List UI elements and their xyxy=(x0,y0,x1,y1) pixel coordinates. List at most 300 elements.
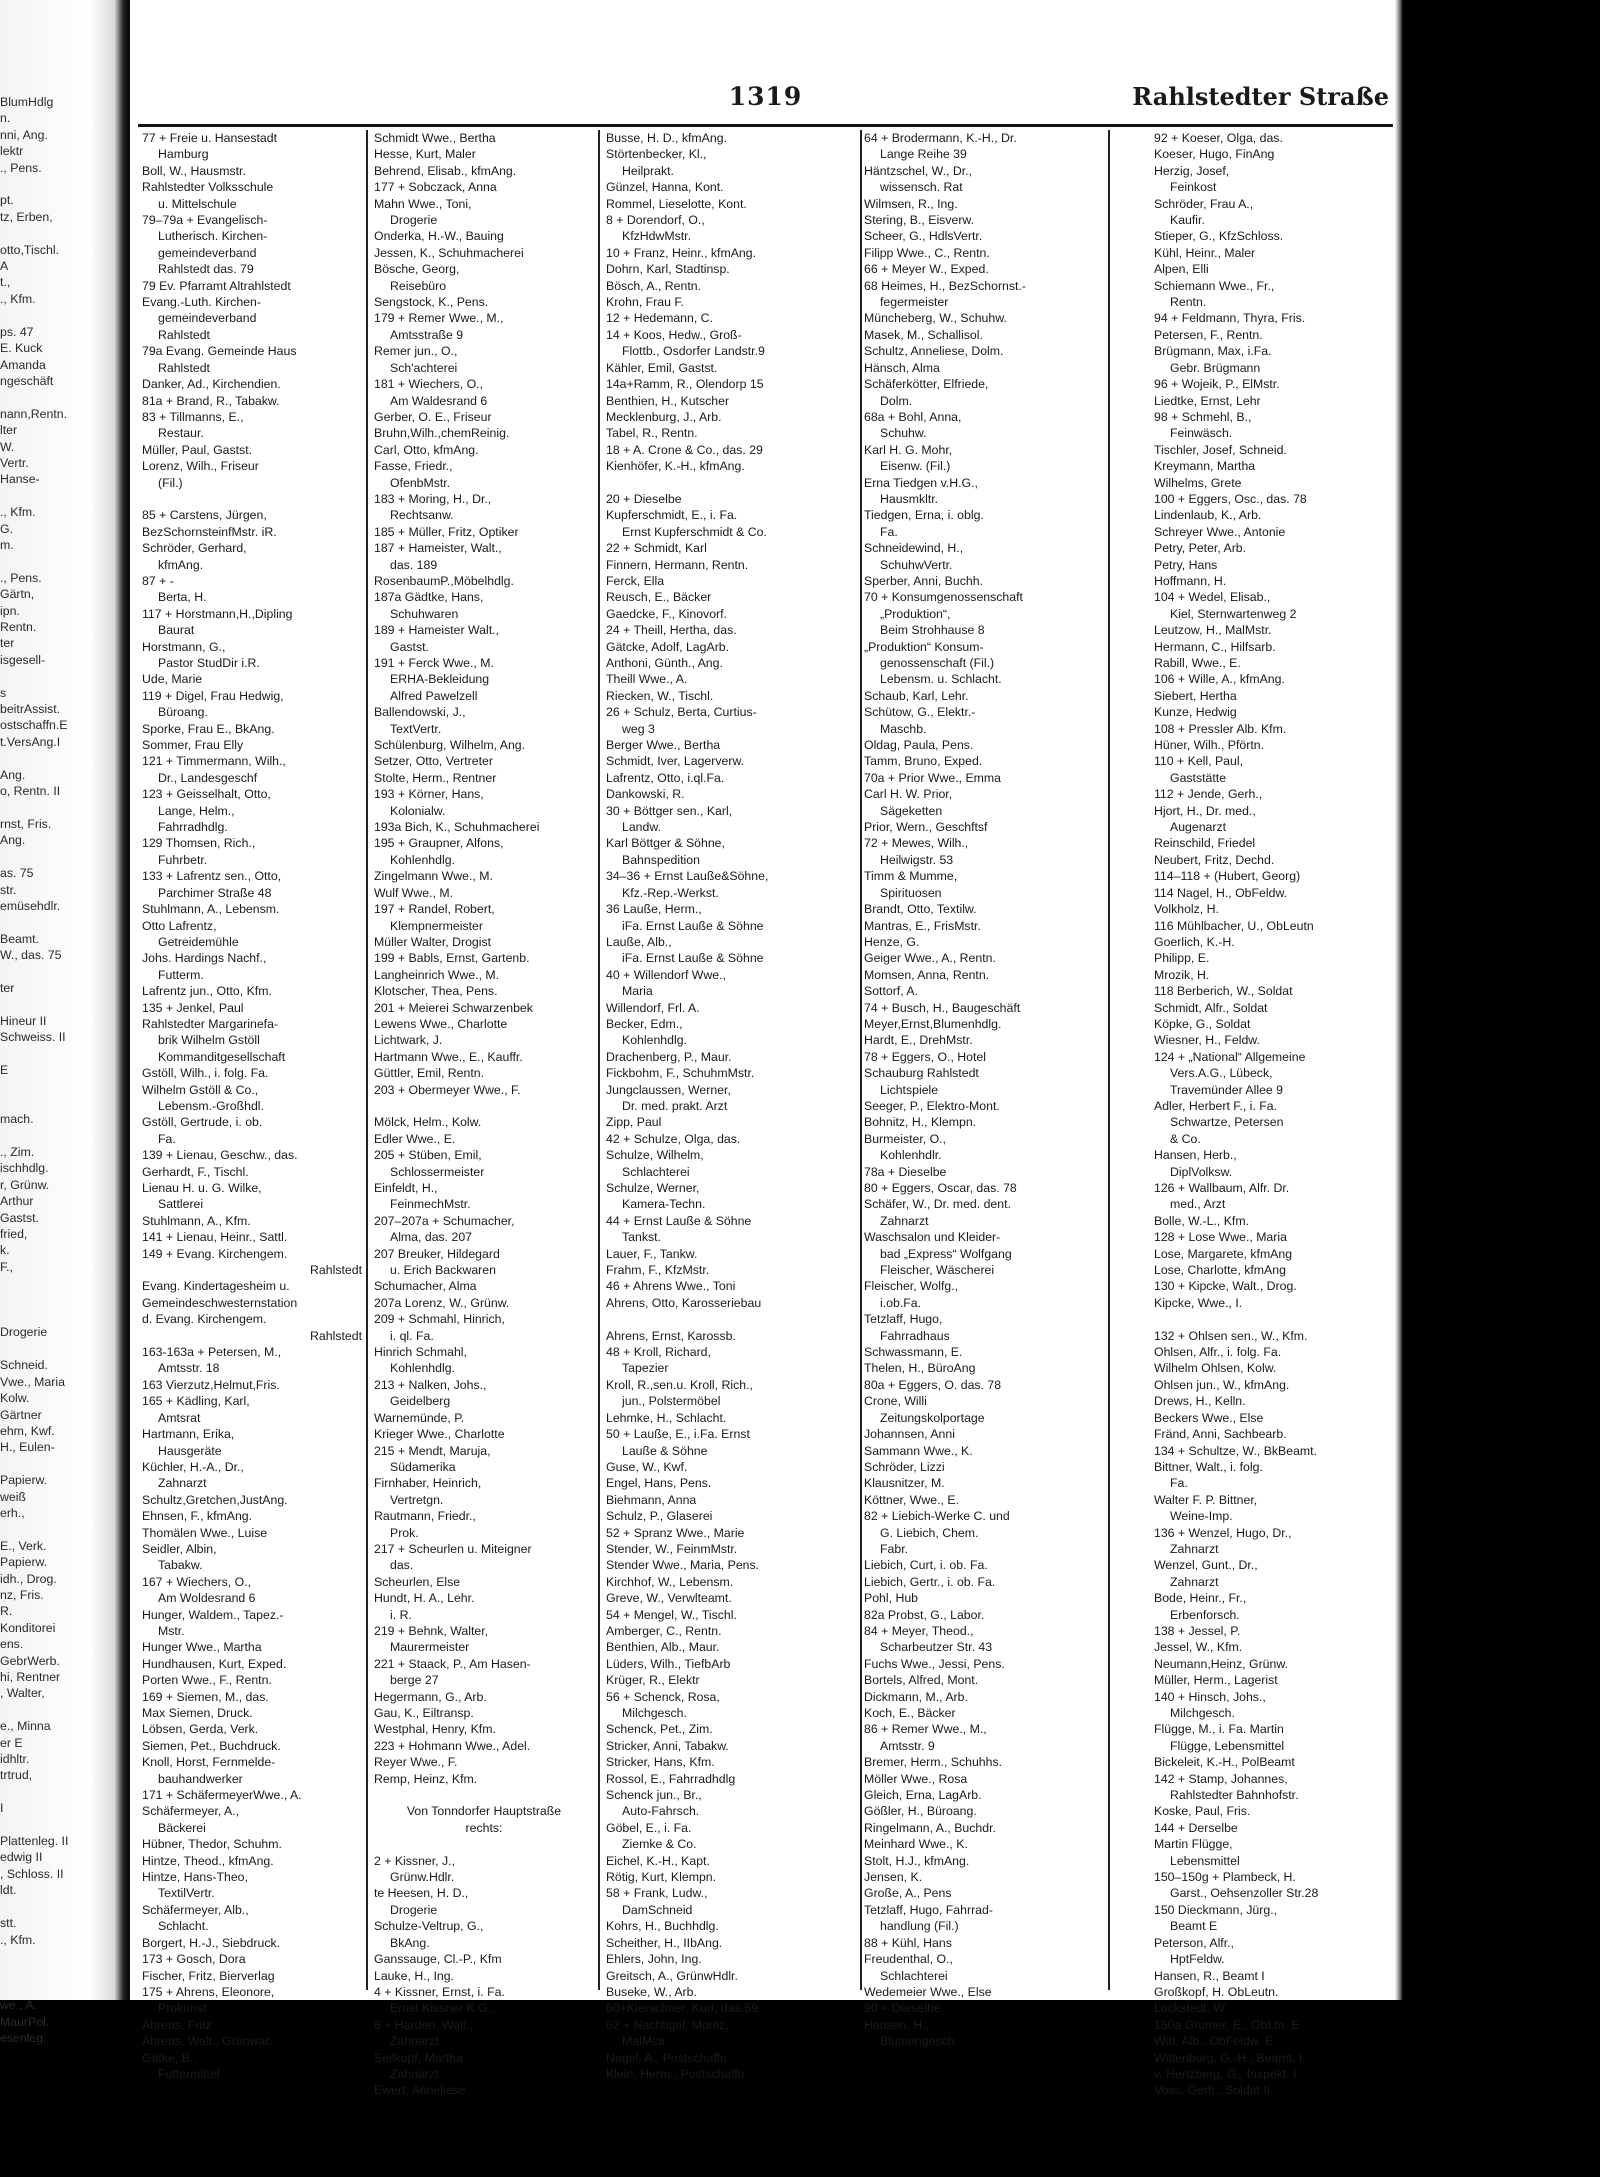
directory-entry: BezSchornsteinfMstr. iR. xyxy=(142,524,277,539)
directory-entry: Dr. med. prakt. Arzt xyxy=(622,1098,728,1113)
page-header xyxy=(138,82,1393,116)
left-page-fragment: lter xyxy=(0,423,18,438)
directory-entry: Gößler, H., Büroang. xyxy=(864,1804,977,1819)
directory-entry: Schmidt, Iver, Lagerverw. xyxy=(606,754,745,769)
directory-entry: Johannsen, Anni xyxy=(864,1427,955,1442)
left-page-fragment: ens. xyxy=(0,1637,24,1652)
directory-entry: Am Waldesrand 6 xyxy=(390,393,488,408)
directory-entry: Zahnarzt xyxy=(880,1213,929,1228)
left-page-fragment xyxy=(0,1964,120,1980)
directory-entry: Gerhardt, F., Tischl. xyxy=(142,1164,249,1179)
directory-entry: 199 + Babls, Ernst, Gartenb. xyxy=(374,951,530,966)
directory-entry: Fuchs Wwe., Jessi, Pens. xyxy=(864,1656,1005,1671)
directory-entry: 88 + Kühl, Hans xyxy=(864,1935,952,1950)
left-page-fragment: nann,Rentn. xyxy=(0,406,68,421)
directory-entry: Pohl, Hub xyxy=(864,1591,919,1606)
left-page-fragment: isgesell- xyxy=(0,652,46,667)
directory-entry: Eisenw. (Fil.) xyxy=(880,459,951,474)
directory-entry: 142 + Stamp, Johannes, xyxy=(1154,1771,1288,1786)
directory-entry: Hjort, H., Dr. med., xyxy=(1154,803,1256,818)
directory-entry: Wilhelm Gstöll & Co., xyxy=(142,1082,259,1097)
directory-entry: Futterm. xyxy=(158,967,204,982)
directory-entry: Scharbeutzer Str. 43 xyxy=(880,1640,993,1655)
directory-entry: Schlossermeister xyxy=(390,1164,485,1179)
directory-entry: OfenbMstr. xyxy=(390,475,451,490)
directory-entry: 189 + Hameister Walt., xyxy=(374,623,499,638)
directory-entry: Porten Wwe., F., Rentn. xyxy=(142,1673,272,1688)
directory-entry: Bösche, Georg, xyxy=(374,262,460,277)
left-page-fragment: edwig II xyxy=(0,1850,43,1865)
directory-entry: Gaststätte xyxy=(1170,770,1227,785)
directory-entry: Schmidt, Alfr., Soldat xyxy=(1154,1000,1268,1015)
directory-entry: 114–118 + (Hubert, Georg) xyxy=(1154,869,1301,884)
directory-entry: 187 + Hameister, Walt., xyxy=(374,541,502,556)
left-page-fragment: Papierw. xyxy=(0,1555,48,1570)
left-page-fragment: Rentn. xyxy=(0,620,37,634)
directory-entry: BkAng. xyxy=(390,1935,430,1950)
directory-entry: jun., Polstermöbel xyxy=(622,1394,721,1409)
directory-entry: Finnern, Hermann, Rentn. xyxy=(606,557,749,572)
directory-entry: Rabill, Wwe., E. xyxy=(1154,656,1241,670)
directory-entry: 85 + Carstens, Jürgen, xyxy=(142,508,267,523)
directory-entry: Prior, Wern., Geschftsf xyxy=(864,820,988,835)
directory-entry: Adler, Herbert F., i. Fa. xyxy=(1154,1098,1278,1113)
directory-entry: Fasse, Friedr., xyxy=(374,459,453,474)
left-page-fragment: r, Grünw. xyxy=(0,1177,50,1192)
header-rule xyxy=(138,124,1393,127)
left-page-fragment: ., Kfm. xyxy=(0,1932,36,1947)
directory-entry: Baurat xyxy=(158,623,195,638)
directory-entry: Burmeister, O., xyxy=(864,1131,947,1146)
directory-entry: Wenzel, Gunt., Dr., xyxy=(1154,1558,1258,1573)
directory-entry: Kohlenhdlg. xyxy=(622,1033,687,1048)
directory-entry: Zahnarzt xyxy=(158,1476,207,1491)
left-page-fragment: Plattenleg. II xyxy=(0,1834,69,1849)
left-page-fragment: A xyxy=(0,259,9,274)
directory-entry: 66 + Meyer W., Exped. xyxy=(864,262,989,277)
directory-entry: Stuhlmann, A., Lebensm. xyxy=(142,902,280,917)
directory-entry: Kohrs, H., Buchhdlg. xyxy=(606,1919,719,1934)
directory-entry: weg 3 xyxy=(622,721,655,736)
directory-entry: Maschb. xyxy=(880,721,927,736)
left-page-fragment: pt. xyxy=(0,193,14,208)
directory-entry: 163 Vierzutz,Helmut,Fris. xyxy=(142,1377,280,1392)
directory-entry: Kreymann, Martha xyxy=(1154,459,1256,474)
directory-entry: brik Wilhelm Gstöll xyxy=(158,1033,260,1048)
directory-entry: Bahnspedition xyxy=(622,852,700,867)
directory-entry: 169 + Siemen, M., das. xyxy=(142,1689,269,1704)
left-page-fragment: Vertr. xyxy=(0,455,29,470)
directory-entry: 165 + Kädling, Karl, xyxy=(142,1394,250,1409)
directory-entry: Kirchhof, W., Lebensm. xyxy=(606,1574,734,1589)
directory-entry: 134 + Schultze, W., BkBeamt. xyxy=(1154,1443,1318,1458)
directory-entry: Maurermeister xyxy=(390,1640,470,1655)
directory-entry: Feinwäsch. xyxy=(1170,426,1233,441)
directory-entry: Ehnsen, F., kfmAng. xyxy=(142,1509,253,1524)
left-page-fragment: ., Kfm. xyxy=(0,505,36,520)
directory-entry: 163-163a + Petersen, M., xyxy=(142,1345,282,1360)
directory-entry: Löbsen, Gerda, Verk. xyxy=(142,1722,259,1737)
directory-entry: 79–79a + Evangelisch- xyxy=(142,213,268,228)
directory-entry: Erbenforsch. xyxy=(1170,1607,1240,1622)
directory-entry: Edler Wwe., E. xyxy=(374,1131,456,1146)
directory-page xyxy=(138,70,1393,2098)
directory-entry: Drogerie xyxy=(390,1902,438,1917)
directory-entry: te Heesen, H. D., xyxy=(374,1886,469,1901)
directory-column-5 xyxy=(1154,130,1390,2099)
directory-entry: Geidelberg xyxy=(390,1394,451,1409)
directory-entry: Schulze, Wilhelm, xyxy=(606,1148,704,1163)
directory-entry: Thomälen Wwe., Luise xyxy=(142,1525,268,1540)
directory-entry: 106 + Wille, A., kfmAng. xyxy=(1154,672,1285,687)
directory-entry: 179 + Remer Wwe., M., xyxy=(374,311,504,326)
directory-entry: Reisebüro xyxy=(390,278,447,293)
directory-entry: Stolte, Herm., Rentner xyxy=(374,770,497,785)
directory-entry: 83 + Tillmanns, E., xyxy=(142,409,244,424)
left-page-fragment: Gärtn, xyxy=(0,587,35,602)
directory-entry: Kohlenhdlg. xyxy=(390,852,455,867)
directory-entry: Kommanditgesellschaft xyxy=(158,1049,286,1064)
directory-entry: Ohlsen, Alfr., i. folg. Fa. xyxy=(1154,1345,1282,1360)
directory-entry: Busse, H. D., kfmAng. xyxy=(606,131,727,145)
directory-entry: Petry, Peter, Arb. xyxy=(1154,541,1247,556)
directory-entry: Bode, Heinr., Fr., xyxy=(1154,1591,1247,1606)
left-page-fragment: MaurPol. xyxy=(0,2014,50,2029)
directory-entry: wissensch. Rat xyxy=(880,180,963,195)
directory-entry: 203 + Obermeyer Wwe., F. xyxy=(374,1082,521,1097)
directory-entry: Lindenlaub, K., Arb. xyxy=(1154,508,1262,523)
directory-entry: Schwartze, Petersen xyxy=(1170,1115,1284,1130)
directory-entry: Hansen, Herb., xyxy=(1154,1148,1237,1163)
directory-entry: 149 + Evang. Kirchengem. xyxy=(142,1246,288,1261)
directory-entry: 123 + Geisselhalt, Otto, xyxy=(142,787,271,802)
directory-entry: Bittner, Walt., i. folg. xyxy=(1154,1459,1263,1474)
directory-entry: 78 + Eggers, O., Hotel xyxy=(864,1049,987,1064)
directory-entry: 79a Evang. Gemeinde Haus xyxy=(142,344,297,359)
directory-entry: Stieper, G., KfzSchloss. xyxy=(1154,229,1284,244)
directory-entry: 175 + Ahrens, Eleonore, xyxy=(142,1984,275,1999)
directory-entry: Amtsstr. 18 xyxy=(158,1361,220,1376)
directory-entry: Koske, Paul, Fris. xyxy=(1154,1804,1251,1819)
directory-entry: 4 + Kissner, Ernst, i. Fa. xyxy=(374,1984,505,1999)
directory-entry: 84 + Meyer, Theod., xyxy=(864,1623,974,1638)
directory-entry xyxy=(142,491,362,507)
directory-entry: Schneidewind, H., xyxy=(864,541,964,556)
directory-entry: Schäfermeyer, Alb., xyxy=(142,1902,249,1917)
section-heading: Von Tonndorfer Hauptstraße xyxy=(406,1804,562,1819)
directory-entry: Augenarzt xyxy=(1170,820,1227,835)
directory-entry: Ganssauge, Cl.-P., Kfm xyxy=(374,1952,502,1967)
directory-entry: Ude, Marie xyxy=(142,672,203,687)
running-title: Rahlstedter Straße xyxy=(1132,82,1389,111)
directory-entry: Westphal, Henry, Kfm. xyxy=(374,1722,496,1737)
directory-entry: Gätke, B., xyxy=(142,2050,197,2065)
directory-entry: Schäfer, W., Dr. med. dent. xyxy=(864,1197,1011,1212)
directory-entry: Theill Wwe., A. xyxy=(606,672,688,687)
directory-entry: Kamera-Techn. xyxy=(622,1197,706,1212)
directory-entry: Landw. xyxy=(622,820,661,835)
directory-entry: Guse, W., Kwf. xyxy=(606,1459,688,1474)
directory-entry: Fleischer, Wolfg., xyxy=(864,1279,959,1294)
directory-entry: 130 + Kipcke, Walt., Drog. xyxy=(1154,1279,1297,1294)
directory-entry: Vers.A.G., Lübeck, xyxy=(1170,1066,1273,1081)
left-page-fragment: W., das. 75 xyxy=(0,948,62,963)
left-page-fragment: k. xyxy=(0,1243,10,1258)
directory-entry: Lichtspiele xyxy=(880,1082,939,1097)
directory-entry: Schuhw. xyxy=(880,426,927,441)
directory-entry: Getreidemühle xyxy=(158,934,239,949)
directory-entry: Walter F. P. Bittner, xyxy=(1154,1492,1258,1507)
left-page-fragment: erh., xyxy=(0,1505,25,1520)
directory-entry: Klempnermeister xyxy=(390,918,483,933)
directory-entry: Carl, Otto, kfmAng. xyxy=(374,442,479,457)
directory-entry: Tetzlaff, Hugo, xyxy=(864,1312,943,1327)
directory-entry: Kohlenhdlg. xyxy=(390,1361,455,1376)
directory-entry: Hansen, H., xyxy=(864,2017,929,2032)
directory-entry: SchuhwVertr. xyxy=(880,557,953,572)
directory-entry: Ewert, Anneliese xyxy=(374,2083,466,2098)
directory-entry: kfmAng. xyxy=(158,557,204,572)
directory-entry: Willendorf, Frl. A. xyxy=(606,1000,700,1015)
directory-entry: Garst., Oehsenzoller Str.28 xyxy=(1170,1886,1319,1901)
directory-entry: Zingelmann Wwe., M. xyxy=(374,869,493,884)
directory-entry: Kipcke, Wwe., I. xyxy=(1154,1295,1243,1310)
directory-entry: Rahlstedt xyxy=(158,327,210,342)
directory-entry: Geiger Wwe., A., Rentn. xyxy=(864,951,996,966)
directory-entry: Hausgeräte xyxy=(158,1443,222,1458)
directory-entry: Schultz, Anneliese, Dolm. xyxy=(864,344,1004,359)
left-page-fragment: H., Eulen- xyxy=(0,1440,55,1455)
directory-entry: Schröder, Lizzi xyxy=(864,1459,945,1474)
directory-entry: 22 + Schmidt, Karl xyxy=(606,541,707,556)
directory-entry: 100 + Eggers, Osc., das. 78 xyxy=(1154,491,1307,506)
directory-entry: Schlachterei xyxy=(880,1968,948,1983)
directory-entry: Parchimer Straße 48 xyxy=(158,885,272,900)
directory-entry: Rahlstedter Margarinefa- xyxy=(142,1016,279,1031)
directory-entry: Hundhausen, Kurt, Exped. xyxy=(142,1656,287,1671)
directory-entry: Hintze, Theod., kfmAng. xyxy=(142,1853,274,1868)
directory-entry: Alfred Pawelzell xyxy=(390,688,478,703)
directory-entry: Wulf Wwe., M. xyxy=(374,885,454,900)
directory-entry xyxy=(374,1836,594,1852)
directory-entry: 74 + Busch, H., Baugeschäft xyxy=(864,1000,1021,1015)
left-page-fragment: n. xyxy=(0,111,11,126)
directory-entry: 181 + Wiechers, O., xyxy=(374,377,484,392)
directory-entry: Sägeketten xyxy=(880,803,943,818)
directory-entry: ERHA-Bekleidung xyxy=(390,672,490,687)
directory-entry: Tetzlaff, Hugo, Fahrrad- xyxy=(864,1902,993,1917)
directory-entry xyxy=(606,1311,826,1327)
directory-entry: Remp, Heinz, Kfm. xyxy=(374,1771,478,1786)
directory-entry: 207–207a + Schumacher, xyxy=(374,1213,515,1228)
directory-entry: Bösch, A., Rentn. xyxy=(606,278,702,293)
left-page-fragment xyxy=(0,1078,120,1094)
directory-entry: 173 + Gosch, Dora xyxy=(142,1952,246,1967)
directory-entry: Schlacht. xyxy=(158,1919,209,1934)
directory-entry: Lewens Wwe., Charlotte xyxy=(374,1016,508,1031)
directory-entry: 70 + Konsumgenossenschaft xyxy=(864,590,1023,605)
directory-entry: Schaub, Karl, Lehr. xyxy=(864,688,969,703)
left-page-fragment xyxy=(0,1702,120,1718)
directory-entry: Günzel, Hanna, Kont. xyxy=(606,180,724,195)
directory-entry: Bohnitz, H., Klempn. xyxy=(864,1115,977,1130)
directory-entry: Stering, B., Eisverw. xyxy=(864,213,975,228)
directory-entry: Feinkost xyxy=(1170,180,1217,195)
directory-entry: berge 27 xyxy=(390,1673,439,1688)
directory-entry: Fahrradhaus xyxy=(880,1328,950,1343)
directory-entry: Restaur. xyxy=(158,426,204,441)
directory-entry: 185 + Müller, Fritz, Optiker xyxy=(374,524,519,539)
directory-entry: Stuhlmann, A., Kfm. xyxy=(142,1213,251,1228)
directory-entry: Bruhn,Wilh.,chemReinig. xyxy=(374,426,510,441)
directory-entry: Alpen, Elli xyxy=(1154,262,1209,277)
directory-entry: „Produktion“ Konsum- xyxy=(864,639,984,654)
directory-entry: Fickbohm, F., SchuhmMstr. xyxy=(606,1066,755,1081)
directory-entry: Onderka, H.-W., Bauing xyxy=(374,229,504,244)
directory-entry: 141 + Lienau, Heinr., Sattl. xyxy=(142,1230,288,1245)
directory-entry: i. R. xyxy=(390,1607,412,1622)
directory-entry: Kroll, R.,sen.u. Kroll, Rich., xyxy=(606,1377,753,1392)
directory-entry: gemeindeverband xyxy=(158,311,257,326)
directory-entry: Blumengesch. xyxy=(880,2034,958,2049)
directory-entry: Müller, Paul, Gastst. xyxy=(142,442,253,457)
directory-entry: Hartmann Wwe., E., Kauffr. xyxy=(374,1049,523,1064)
directory-entry: Rossol, E., Fahrradhdlg xyxy=(606,1771,736,1786)
directory-entry: Oldag, Paula, Pens. xyxy=(864,738,974,753)
directory-entry: Lorenz, Wilh., Friseur xyxy=(142,459,259,474)
directory-entry: Johs. Hardings Nachf., xyxy=(142,951,267,966)
directory-entry: Stender, W., FeinmMstr. xyxy=(606,1541,738,1556)
directory-entry: Tamm, Bruno, Exped. xyxy=(864,754,983,769)
directory-entry: G. Liebich, Chem. xyxy=(880,1525,979,1540)
directory-entry: Evang. Kindertagesheim u. xyxy=(142,1279,290,1294)
directory-entry: Hänsch, Alma xyxy=(864,360,940,375)
left-page-fragment: Vwe., Maria xyxy=(0,1374,65,1389)
directory-entry: Engel, Hans, Pens. xyxy=(606,1476,712,1491)
directory-entry: 150a Grumer, E., ObLtn. E xyxy=(1154,2017,1300,2032)
directory-entry: FeinmechMstr. xyxy=(390,1197,471,1212)
directory-entry: 108 + Pressler Alb. Kfm. xyxy=(1154,721,1287,736)
directory-entry: Lehmke, H., Schlacht. xyxy=(606,1410,727,1425)
directory-entry: Ernst Kissner K.G., xyxy=(390,2001,495,2016)
directory-entry: Ringelmann, A., Buchdr. xyxy=(864,1820,996,1835)
directory-entry: Dankowski, R. xyxy=(606,787,685,802)
left-page-fragment: hi, Rentner xyxy=(0,1670,61,1684)
directory-entry: Amtsrat xyxy=(158,1410,201,1425)
left-page-fragment xyxy=(0,1275,120,1291)
directory-entry: Dickmann, M., Arb. xyxy=(864,1689,968,1704)
directory-column-4 xyxy=(864,130,1084,2050)
directory-entry: Schiemann Wwe., Fr., xyxy=(1154,278,1275,293)
directory-entry: TextilVertr. xyxy=(158,1886,215,1901)
directory-entry: Sporke, Frau E., BkAng. xyxy=(142,721,275,736)
directory-entry: 150–150g + Plambeck, H. xyxy=(1154,1870,1296,1885)
directory-entry: „Produktion“, xyxy=(880,606,951,621)
left-page-fragment: Amanda xyxy=(0,357,46,372)
directory-entry: Goerlich, K.-H. xyxy=(1154,934,1235,949)
left-page-fragment: Drogerie xyxy=(0,1325,48,1340)
directory-entry: Mecklenburg, J., Arb. xyxy=(606,409,722,424)
left-page-fragment xyxy=(0,1308,120,1324)
directory-entry: Crone, Willi xyxy=(864,1394,927,1409)
directory-entry: Beim Strohhause 8 xyxy=(880,623,985,638)
directory-entry: Störtenbecker, Kl., xyxy=(606,147,707,162)
left-page-fragment xyxy=(0,1046,120,1062)
directory-entry: Mölck, Helm., Kolw. xyxy=(374,1115,482,1130)
directory-entry: 121 + Timmermann, Wilh., xyxy=(142,754,286,769)
left-page-fragment xyxy=(0,553,120,569)
directory-entry: Zahnarzt xyxy=(390,2034,439,2049)
directory-entry: Stricker, Anni, Tabakw. xyxy=(606,1738,729,1753)
directory-entry: Lauke, H., Ing. xyxy=(374,1968,454,1983)
directory-entry: Berger Wwe., Bertha xyxy=(606,738,721,753)
directory-entry: Becker, Edm., xyxy=(606,1016,683,1031)
directory-entry: Bäckerei xyxy=(158,1820,206,1835)
directory-entry: Sottorf, A. xyxy=(864,984,918,999)
left-page-fragment: ps. 47 xyxy=(0,324,34,339)
directory-entry: Witt, Alb., ObFeldw. E xyxy=(1154,2034,1273,2049)
directory-entry xyxy=(606,475,826,491)
directory-entry: Timm & Mumme, xyxy=(864,869,958,884)
directory-entry: Hoffmann, H. xyxy=(1154,573,1227,588)
directory-entry: Wiesner, H., Feldw. xyxy=(1154,1033,1260,1048)
directory-entry: DamSchneid xyxy=(622,1902,693,1917)
left-page-fragment: ., Zim. xyxy=(0,1145,35,1159)
directory-entry: das. xyxy=(390,1558,414,1573)
directory-entry: Tankst. xyxy=(622,1230,661,1245)
directory-entry: Thelen, H., BüroAng xyxy=(864,1361,976,1376)
directory-entry: Lange, Helm., xyxy=(158,803,235,818)
directory-entry: Petry, Hans xyxy=(1154,557,1218,572)
directory-entry: 24 + Theill, Hertha, das. xyxy=(606,623,737,638)
directory-entry: Nagel, A., Postschaffn. xyxy=(606,2050,731,2065)
directory-entry: Ahrens, Otto, Karosseriebau xyxy=(606,1295,762,1310)
left-page-fragment: ostschaffn.E xyxy=(0,718,68,733)
directory-entry: Lose, Charlotte, kfmAng xyxy=(1154,1263,1286,1278)
directory-entry: Lüders, Wilh., TiefbArb xyxy=(606,1656,731,1671)
directory-entry: Fa. xyxy=(1170,1476,1188,1491)
directory-entry: u. Mittelschule xyxy=(158,196,237,211)
left-page-fragment: , Walter, xyxy=(0,1686,45,1701)
directory-entry: Mrozik, H. xyxy=(1154,967,1210,982)
directory-entry: Gau, K., Eiltransp. xyxy=(374,1706,474,1720)
directory-entry: Krohn, Frau F. xyxy=(606,295,684,310)
directory-entry: Greve, W., Verwlteamt. xyxy=(606,1591,732,1606)
directory-entry: HptFeldw. xyxy=(1170,1952,1225,1967)
left-page-fragment: E. Kuck xyxy=(0,341,43,356)
directory-entry: Firnhaber, Heinrich, xyxy=(374,1476,482,1491)
directory-entry: 82 + Liebich-Werke C. und xyxy=(864,1509,1010,1524)
directory-entry: 36 Lauße, Herm., xyxy=(606,902,702,917)
directory-entry: Liebich, Gertr., i. ob. Fa. xyxy=(864,1574,996,1589)
column-divider xyxy=(1108,130,1110,1990)
directory-entry: Ballendowski, J., xyxy=(374,705,466,720)
directory-entry: 197 + Randel, Robert, xyxy=(374,902,495,917)
directory-entry: Mahn Wwe., Toni, xyxy=(374,196,472,211)
left-page-fragment: Beamt. xyxy=(0,931,39,946)
left-page-fragment xyxy=(0,1981,120,1997)
directory-entry: 52 + Spranz Wwe., Marie xyxy=(606,1525,745,1540)
directory-entry: 54 + Mengel, W., Tischl. xyxy=(606,1607,737,1622)
directory-entry: Behrend, Elisab., kfmAng. xyxy=(374,163,517,178)
directory-entry: 119 + Digel, Frau Hedwig, xyxy=(142,688,284,703)
directory-entry: Stender Wwe., Maria, Pens. xyxy=(606,1558,760,1573)
left-page-fragment: s xyxy=(0,685,7,700)
left-page-fragment xyxy=(0,1784,120,1800)
directory-entry xyxy=(374,1787,594,1803)
directory-entry: Drews, H., Kelln. xyxy=(1154,1394,1246,1409)
directory-entry: 8 + Dorendorf, O., xyxy=(606,213,705,228)
